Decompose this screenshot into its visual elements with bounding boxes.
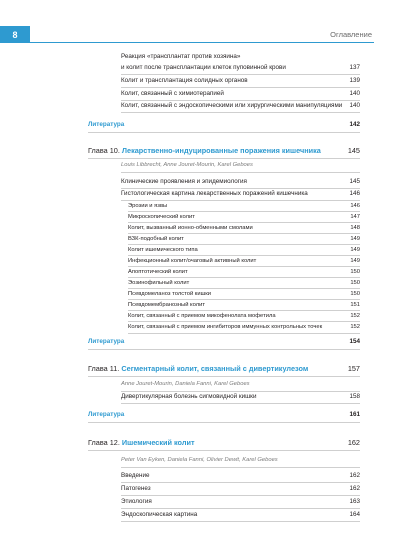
toc-subentry-title: Микроскопический колит bbox=[128, 214, 195, 220]
toc-subentry-page: 152 bbox=[350, 324, 360, 330]
chapter-page: 145 bbox=[347, 146, 360, 155]
toc-subentry[interactable] bbox=[0, 234, 400, 244]
toc-entry-page: 154 bbox=[349, 338, 360, 345]
toc-entry-page: 161 bbox=[349, 411, 360, 418]
toc-subentry-page: 150 bbox=[350, 291, 360, 297]
toc-entry-title: Клинические проявления и эпидемиология bbox=[121, 178, 247, 185]
toc-subentry[interactable] bbox=[0, 311, 400, 321]
entry-divider bbox=[128, 333, 360, 334]
entry-divider bbox=[121, 508, 360, 509]
chapter-authors bbox=[0, 455, 400, 465]
entry-divider bbox=[121, 112, 360, 113]
entry-divider bbox=[121, 467, 360, 468]
toc-entry-title: Этиология bbox=[121, 498, 152, 505]
entry-divider bbox=[121, 495, 360, 496]
toc-entry[interactable] bbox=[0, 52, 400, 62]
toc-literature[interactable] bbox=[0, 410, 400, 420]
page-number: 8 bbox=[12, 29, 18, 40]
chapter-10-entry[interactable] bbox=[0, 146, 400, 156]
toc-entry-page: 164 bbox=[349, 511, 360, 518]
toc-entry[interactable] bbox=[0, 76, 400, 86]
entry-divider bbox=[121, 172, 360, 173]
toc-entry[interactable] bbox=[0, 510, 400, 520]
toc-entry[interactable] bbox=[0, 89, 400, 99]
toc-subentry-title: Инфекционный колит/очаговый активный колит bbox=[128, 258, 257, 264]
toc-entry-page: 137 bbox=[349, 64, 360, 71]
chapter-authors bbox=[0, 160, 400, 170]
toc-subentry[interactable] bbox=[0, 256, 400, 266]
toc-entry-title: и колит после трансплантации клеток пуповинной крови bbox=[121, 64, 286, 71]
toc-entry-page: 146 bbox=[349, 190, 360, 197]
toc-entry-title: Дивертикулярная болезнь сигмовидной кишки bbox=[121, 393, 257, 400]
toc-entry-title: Эндоскопическая картина bbox=[121, 511, 198, 518]
chapter-number: Глава 12. bbox=[88, 438, 120, 447]
toc-entry-title: Введение bbox=[121, 472, 150, 479]
toc-subentry-page: 150 bbox=[350, 280, 360, 286]
chapter-number: Глава 11. bbox=[88, 364, 120, 373]
toc-subentry[interactable] bbox=[0, 201, 400, 211]
entry-divider bbox=[121, 521, 360, 522]
section-title: Оглавление bbox=[330, 30, 372, 39]
section-divider bbox=[88, 422, 360, 423]
toc-subentry-title: Псевдомембранозный колит bbox=[128, 302, 206, 308]
toc-subentry[interactable] bbox=[0, 223, 400, 233]
toc-entry-page: 163 bbox=[349, 498, 360, 505]
chapter-page: 162 bbox=[347, 438, 360, 447]
section-divider bbox=[88, 132, 360, 133]
toc-subentry-page: 149 bbox=[350, 247, 360, 253]
toc-subentry-page: 149 bbox=[350, 236, 360, 242]
toc-subentry-page: 151 bbox=[350, 302, 360, 308]
literature-label: Литература bbox=[88, 411, 125, 418]
literature-label: Литература bbox=[88, 338, 125, 345]
chapter-number: Глава 10. bbox=[88, 146, 120, 155]
toc-subentry[interactable] bbox=[0, 212, 400, 222]
toc-subentry-title: Колит, вызванный ионно-обменными смолами bbox=[128, 225, 253, 231]
entry-divider bbox=[121, 87, 360, 88]
toc-subentry[interactable] bbox=[0, 300, 400, 310]
toc-subentry[interactable] bbox=[0, 322, 400, 332]
toc-entry[interactable] bbox=[0, 497, 400, 507]
toc-literature[interactable] bbox=[0, 120, 400, 130]
authors-text: Peter Van Eyken, Daniela Fanni, Olivier Dewit, Karel Geboes bbox=[121, 457, 278, 463]
toc-subentry[interactable] bbox=[0, 289, 400, 299]
toc-entry-page: 139 bbox=[349, 77, 360, 84]
toc-subentry[interactable] bbox=[0, 278, 400, 288]
toc-subentry-page: 149 bbox=[350, 258, 360, 264]
toc-entry-page: 145 bbox=[349, 178, 360, 185]
chapter-title: Сегментарный колит, связанный с дивертикулезом bbox=[121, 364, 309, 373]
entry-divider bbox=[121, 74, 360, 75]
toc-entry[interactable] bbox=[0, 392, 400, 402]
toc-subentry-title: Колит ишемического типа bbox=[128, 247, 198, 253]
entry-divider bbox=[121, 403, 360, 404]
toc-entry-title: Колит и трансплантация солидных органов bbox=[121, 77, 248, 84]
toc-subentry[interactable] bbox=[0, 245, 400, 255]
toc-subentry-title: Колит, связанный с приемом ингибиторов иммунных контрольных точек bbox=[128, 324, 323, 330]
toc-entry-page: 140 bbox=[349, 90, 360, 97]
toc-literature[interactable] bbox=[0, 337, 400, 347]
toc-entry[interactable] bbox=[0, 101, 400, 111]
toc-entry[interactable] bbox=[0, 177, 400, 187]
toc-subentry[interactable] bbox=[0, 267, 400, 277]
toc-subentry-title: Псевдомеланоз толстой кишки bbox=[128, 291, 211, 297]
authors-text: Louis Libbrecht, Anne Jouret-Mourin, Karel Geboes bbox=[121, 162, 253, 168]
chapter-divider bbox=[88, 376, 360, 377]
chapter-title: Ишемический колит bbox=[121, 438, 195, 447]
toc-entry-page: 140 bbox=[349, 102, 360, 109]
section-divider bbox=[88, 349, 360, 350]
toc-entry[interactable] bbox=[0, 471, 400, 481]
toc-entry-title: Патогенез bbox=[121, 485, 151, 492]
toc-entry-title: Гистологическая картина лекарственных поражений кишечника bbox=[121, 190, 308, 197]
toc-entry[interactable] bbox=[0, 189, 400, 199]
toc-subentry-title: Эрозии и язвы bbox=[128, 203, 168, 209]
toc-entry[interactable] bbox=[0, 484, 400, 494]
toc-entry-page: 162 bbox=[349, 472, 360, 479]
toc-entry-title: Реакция «трансплантат против хозяина» bbox=[121, 53, 241, 60]
toc-subentry-title: ВЗК-подобный колит bbox=[128, 236, 184, 242]
toc-subentry-title: Эозинофильный колит bbox=[128, 280, 190, 286]
authors-text: Anne Jouret-Mourin, Daniela Fanni, Karel Geboes bbox=[121, 381, 250, 387]
toc-entry-page: 162 bbox=[349, 485, 360, 492]
toc-subentry-page: 146 bbox=[350, 203, 360, 209]
chapter-divider bbox=[88, 158, 360, 159]
toc-subentry-title: Колит, связанный с приемом микофенолата мофетила bbox=[128, 313, 276, 319]
chapter-authors bbox=[0, 379, 400, 389]
toc-subentry-page: 147 bbox=[350, 214, 360, 220]
toc-entry-title: Колит, связанный с эндоскопическими или хирургическими манипуляциями bbox=[121, 102, 343, 109]
literature-label: Литература bbox=[88, 121, 125, 128]
toc-entry[interactable] bbox=[0, 63, 400, 73]
toc-entry-page: 142 bbox=[349, 121, 360, 128]
toc-subentry-title: Апоптотический колит bbox=[128, 269, 188, 275]
entry-divider bbox=[121, 482, 360, 483]
toc-subentry-page: 152 bbox=[350, 313, 360, 319]
chapter-12-entry[interactable] bbox=[0, 438, 400, 448]
toc-entry-title: Колит, связанный с химиотерапией bbox=[121, 90, 224, 97]
chapter-title: Лекарственно-индуцированные поражения кишечника bbox=[121, 146, 321, 155]
chapter-page: 157 bbox=[347, 364, 360, 373]
toc-entry-page: 158 bbox=[349, 393, 360, 400]
chapter-11-entry[interactable] bbox=[0, 364, 400, 374]
chapter-divider bbox=[88, 450, 360, 451]
toc-subentry-page: 148 bbox=[350, 225, 360, 231]
toc-subentry-page: 150 bbox=[350, 269, 360, 275]
